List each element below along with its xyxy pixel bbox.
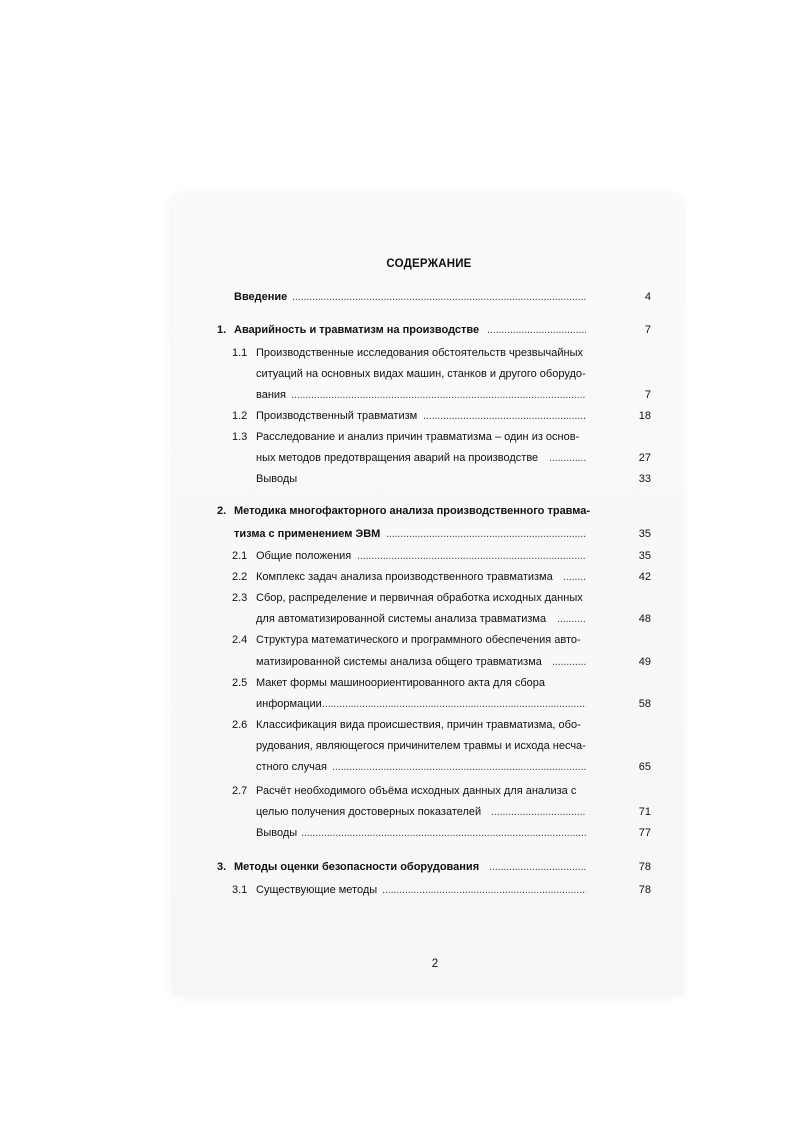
dot-leader bbox=[357, 548, 586, 564]
dot-leader bbox=[382, 882, 586, 898]
toc-entry-conclusions-1 bbox=[0, 471, 795, 487]
toc-subsection-number: 2.4 bbox=[232, 634, 248, 646]
toc-title-2-2: Комплекс задач анализа производственного травматизма bbox=[256, 571, 553, 583]
toc-entry-introduction bbox=[0, 289, 795, 305]
page-number-2-3: 48 bbox=[638, 613, 651, 625]
toc-title-introduction: Введение bbox=[234, 291, 288, 303]
toc-subsection-number: 3.1 bbox=[232, 884, 248, 896]
dot-leader bbox=[292, 289, 586, 305]
toc-entry-2-7 bbox=[0, 783, 795, 799]
toc-entry-2-2 bbox=[0, 569, 795, 585]
dot-leader bbox=[423, 408, 586, 424]
dot-leader bbox=[487, 322, 586, 338]
toc-title-conclusions-2: Выводы bbox=[256, 827, 298, 839]
toc-entry-2-5-line-2 bbox=[0, 696, 795, 712]
page-number-3: 78 bbox=[638, 861, 651, 873]
page-number-2-2: 42 bbox=[638, 571, 651, 583]
toc-title-2-4: Структура математического и программного обеспечения авто- bbox=[256, 634, 581, 646]
toc-title-1-3: Расследование и анализ причин травматизма – один из основ- bbox=[256, 431, 580, 443]
toc-subsection-number: 2.5 bbox=[232, 677, 248, 689]
dot-leader bbox=[291, 387, 586, 403]
toc-entry-2-3-line-2 bbox=[0, 611, 795, 627]
toc-entry-1-3 bbox=[0, 429, 795, 445]
page-number-2: 35 bbox=[638, 528, 651, 540]
toc-entry-1-1-line-3 bbox=[0, 387, 795, 403]
toc-title-2-7-line-2: целью получения достоверных показателей bbox=[256, 806, 482, 818]
page-number-1-2: 18 bbox=[638, 410, 651, 422]
toc-subsection-number: 2.7 bbox=[232, 785, 248, 797]
toc-entry-3-1 bbox=[0, 882, 795, 898]
toc-title-2-6-line-3: стного случая bbox=[256, 761, 327, 773]
toc-entry-1-1-line-2 bbox=[0, 366, 795, 382]
toc-entry-1-1 bbox=[0, 345, 795, 361]
toc-title-2-5: Макет формы машиноориентированного акта для сбора bbox=[256, 677, 546, 689]
toc-entry-2-7-line-2 bbox=[0, 804, 795, 820]
dot-leader bbox=[552, 654, 586, 670]
toc-title-conclusions-1: Выводы bbox=[256, 473, 298, 485]
toc-title-1: Аварийность и травматизм на производстве bbox=[234, 324, 480, 336]
toc-entry-2-6-line-3 bbox=[0, 759, 795, 775]
dot-leader bbox=[489, 859, 586, 875]
page-number-1-1: 7 bbox=[644, 389, 651, 401]
page-title: СОДЕРЖАНИЕ bbox=[386, 258, 472, 270]
toc-subsection-number: 2.2 bbox=[232, 571, 248, 583]
toc-title-3: Методы оценки безопасности оборудования bbox=[234, 861, 480, 873]
page-number-conclusions-2: 77 bbox=[638, 827, 651, 839]
toc-title-3-1: Существующие методы bbox=[256, 884, 378, 896]
toc-section-number: 3. bbox=[217, 861, 227, 873]
toc-title-2-line-2: тизма с применением ЭВМ bbox=[234, 528, 381, 540]
dot-leader bbox=[322, 696, 586, 712]
page-number-1: 7 bbox=[644, 324, 651, 336]
toc-entry-1-2 bbox=[0, 408, 795, 424]
dot-leader bbox=[332, 759, 586, 775]
toc-entry-3 bbox=[0, 859, 795, 875]
toc-entry-1-3-line-2 bbox=[0, 450, 795, 466]
toc-title-2-3-line-2: для автоматизированной системы анализа травматизма bbox=[256, 613, 547, 625]
dot-leader bbox=[549, 450, 586, 466]
toc-section-number: 1. bbox=[217, 324, 227, 336]
page-number-1-3: 27 bbox=[638, 452, 651, 464]
dot-leader bbox=[301, 825, 586, 841]
toc-subsection-number: 2.1 bbox=[232, 550, 248, 562]
toc-title-2-6: Классификация вида происшествия, причин травматизма, обо- bbox=[256, 719, 581, 731]
toc-title-2-7: Расчёт необходимого объёма исходных данных для анализа с bbox=[256, 785, 577, 797]
toc-title-1-2: Производственный травматизм bbox=[256, 410, 418, 422]
dot-leader bbox=[557, 611, 586, 627]
toc-title-2-5-line-2: информации bbox=[256, 698, 322, 710]
toc-entry-2-4-line-2 bbox=[0, 654, 795, 670]
toc-entry-2-6 bbox=[0, 717, 795, 733]
toc-title-1-1-line-3: вания bbox=[256, 389, 287, 401]
toc-entry-2-6-line-2 bbox=[0, 738, 795, 754]
toc-subsection-number: 1.2 bbox=[232, 410, 248, 422]
toc-subsection-number: 2.6 bbox=[232, 719, 248, 731]
page-footer-number: 2 bbox=[431, 958, 439, 970]
toc-entry-2-4 bbox=[0, 632, 795, 648]
page-number-2-4: 49 bbox=[638, 656, 651, 668]
page-number-2-7: 71 bbox=[638, 806, 651, 818]
toc-subsection-number: 1.3 bbox=[232, 431, 248, 443]
toc-title-1-1-line-2: ситуаций на основных видах машин, станков и другого оборудо- bbox=[256, 368, 586, 380]
toc-subsection-number: 1.1 bbox=[232, 347, 248, 359]
page-number-conclusions-1: 33 bbox=[638, 473, 651, 485]
toc-title-2-1: Общие положения bbox=[256, 550, 352, 562]
page-number-2-6: 65 bbox=[638, 761, 651, 773]
toc-entry-1 bbox=[0, 322, 795, 338]
page-number-2-1: 35 bbox=[638, 550, 651, 562]
toc-title-2-4-line-2: матизированной системы анализа общего травматизма bbox=[256, 656, 542, 668]
toc-section-number: 2. bbox=[217, 505, 227, 517]
toc-title-2-3: Сбор, распределение и первичная обработка исходных данных bbox=[256, 592, 583, 604]
toc-subsection-number: 2.3 bbox=[232, 592, 248, 604]
toc-entry-2-5 bbox=[0, 675, 795, 691]
dot-leader bbox=[386, 526, 586, 542]
page-number-introduction: 4 bbox=[644, 291, 651, 303]
toc-entry-2-3 bbox=[0, 590, 795, 606]
page-number-2-5: 58 bbox=[638, 698, 651, 710]
toc-entry-conclusions-2 bbox=[0, 825, 795, 841]
toc-entry-2-line-2 bbox=[0, 526, 795, 542]
page-number-3-1: 78 bbox=[638, 884, 651, 896]
toc-entry-2-1 bbox=[0, 548, 795, 564]
toc-entry-2 bbox=[0, 503, 795, 519]
toc-title-1-1: Производственные исследования обстоятельств чрезвычайных bbox=[256, 347, 584, 359]
toc-title-1-3-line-2: ных методов предотвращения аварий на производстве bbox=[256, 452, 539, 464]
dot-leader bbox=[563, 569, 586, 585]
dot-leader bbox=[491, 804, 586, 820]
toc-title-2: Методика многофакторного анализа производственного травма- bbox=[234, 505, 591, 517]
toc-title-2-6-line-2: рудования, являющегося причинителем травмы и исхода несча- bbox=[256, 740, 586, 752]
